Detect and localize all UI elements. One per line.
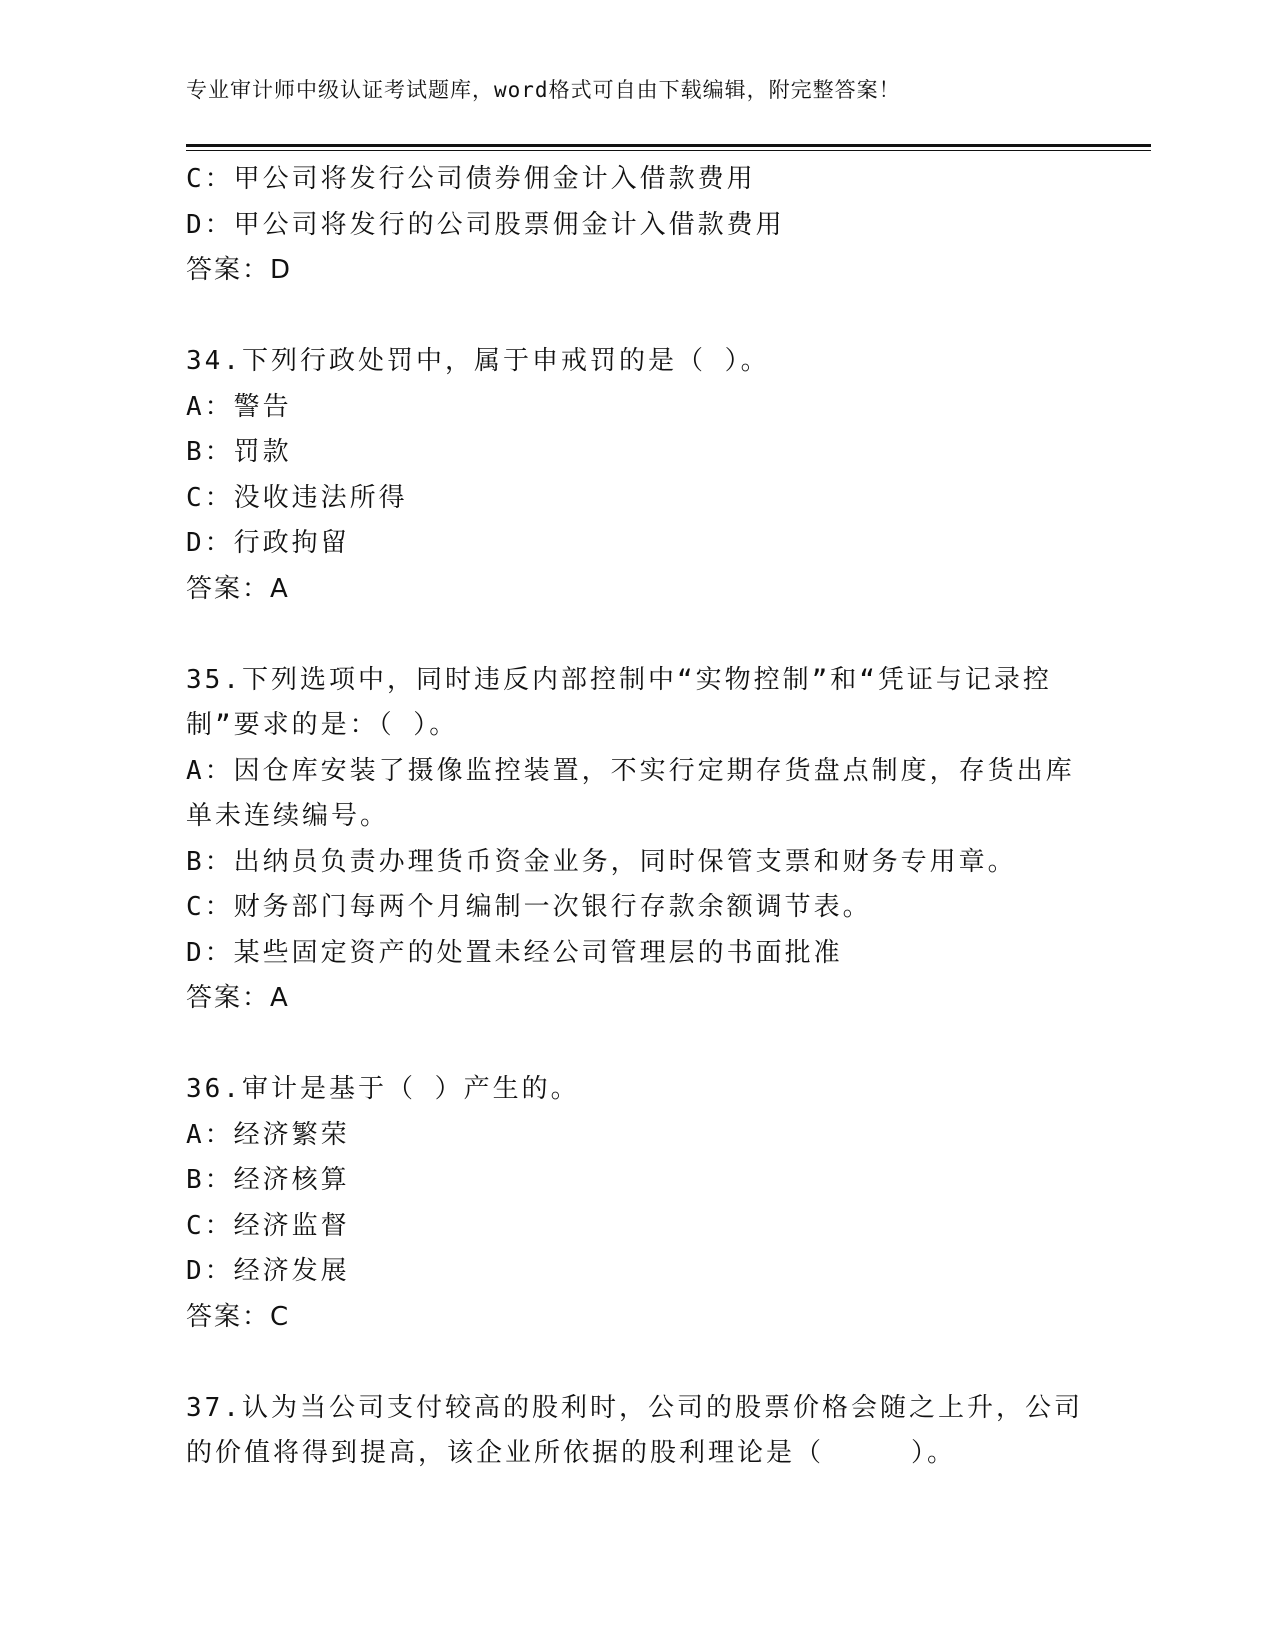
q35-question-line1: 35.下列选项中，同时违反内部控制中“实物控制”和“凭证与记录控 [186, 664, 1052, 695]
q36-answer: 答案：C [186, 1301, 291, 1332]
spacer [186, 612, 1086, 658]
q33-answer: 答案：D [186, 255, 293, 285]
q34-option-d: D：行政拘留 [186, 528, 350, 558]
q36-option-c: C：经济监督 [186, 1210, 350, 1241]
header-divider-thick [186, 144, 1151, 147]
spacer [186, 1022, 1086, 1068]
q35-option-d: D：某些固定资产的处置未经公司管理层的书面批准 [186, 937, 843, 968]
q37-question-line2: 的价值将得到提高，该企业所依据的股利理论是（ ）。 [186, 1438, 957, 1468]
q36-question: 36.审计是基于（ ）产生的。 [186, 1074, 580, 1104]
q33-option-c: C：甲公司将发行公司债券佣金计入借款费用 [186, 164, 756, 194]
q34-question: 34.下列行政处罚中，属于申戒罚的是（ ）。 [186, 346, 770, 376]
q37-question-line1: 37.认为当公司支付较高的股利时，公司的股票价格会随之上升，公司 [186, 1392, 1083, 1423]
q36-option-b: B：经济核算 [186, 1165, 350, 1195]
q36-option-d: D：经济发展 [186, 1256, 350, 1286]
q36-option-a: A：经济繁荣 [186, 1119, 350, 1150]
spacer [186, 294, 1086, 340]
q35-option-b: B：出纳员负责办理货币资金业务，同时保管支票和财务专用章。 [186, 846, 1017, 877]
q34-option-a: A：警告 [186, 391, 292, 422]
q35-answer: 答案：A [186, 983, 290, 1013]
page-header: 专业审计师中级认证考试题库，word格式可自由下载编辑，附完整答案！ [186, 78, 901, 102]
spacer [186, 1340, 1086, 1386]
question-content [186, 157, 1086, 1477]
q34-answer: 答案：A [186, 573, 290, 604]
header-divider-thin [186, 150, 1151, 151]
q34-option-c: C：没收违法所得 [186, 482, 408, 513]
q35-question-line2: 制”要求的是：（ ）。 [186, 710, 459, 740]
q35-option-c: C：财务部门每两个月编制一次银行存款余额调节表。 [186, 892, 872, 922]
q35-option-a-line2: 单未连续编号。 [186, 801, 390, 831]
q34-option-b: B：罚款 [186, 437, 292, 467]
q33-option-d: D：甲公司将发行的公司股票佣金计入借款费用 [186, 209, 785, 240]
q35-option-a-line1: A：因仓库安装了摄像监控装置，不实行定期存货盘点制度，存货出库 [186, 755, 1075, 786]
